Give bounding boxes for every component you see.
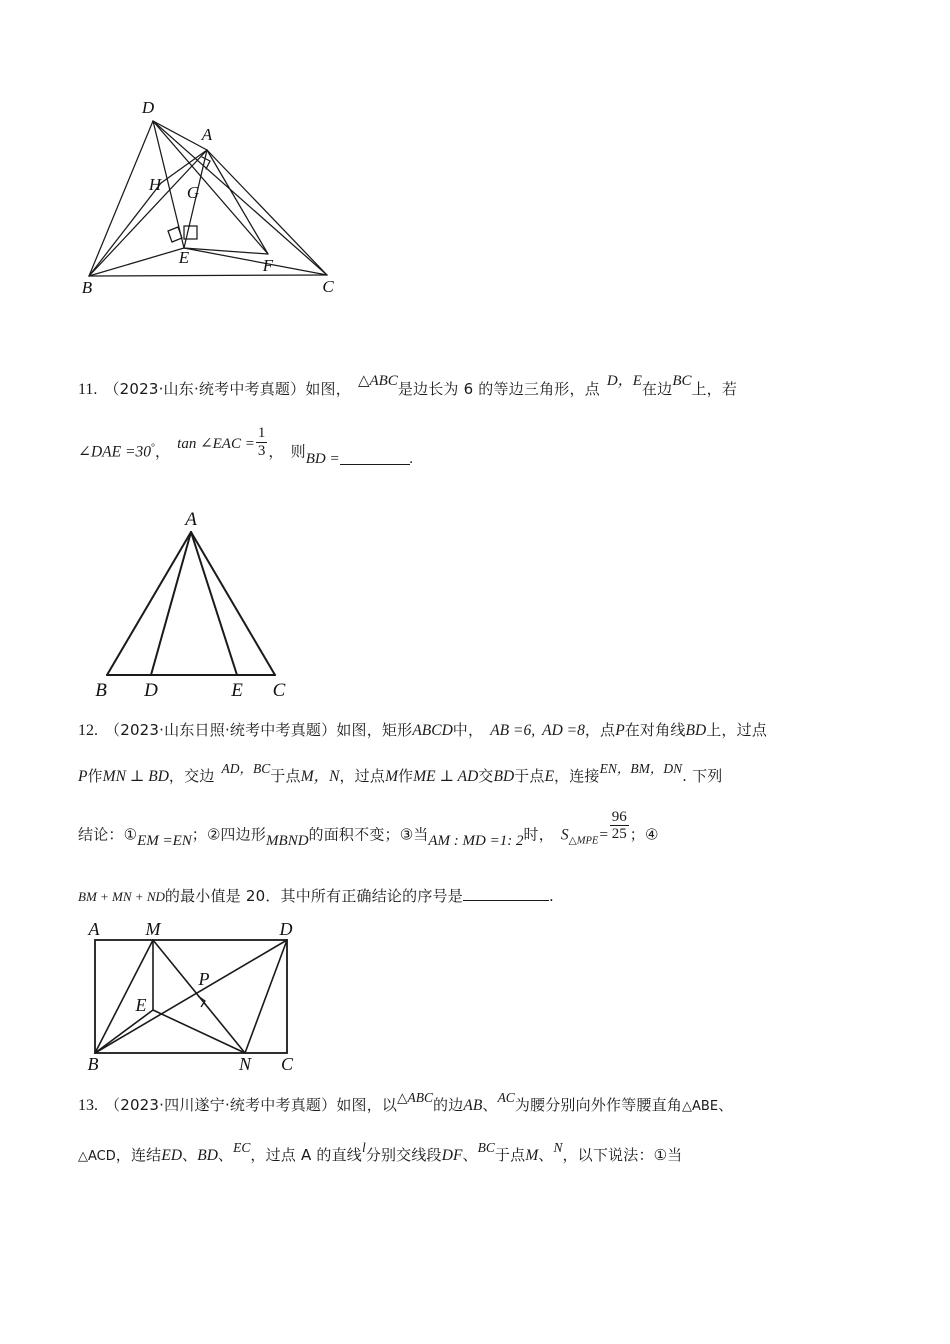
q13-l2-f: 、 [462, 1146, 478, 1164]
q13-seg-bc: BC [477, 1140, 495, 1155]
q13-seg-ec: EC [233, 1140, 251, 1155]
figure-isosceles-triangle-abdec [75, 510, 305, 700]
q12-item-1-marker: ① [123, 825, 138, 844]
question-12-line-1 [78, 723, 878, 739]
question-11-intro: 如图， [305, 380, 351, 398]
q12-l2-b: ，交边 [168, 767, 215, 785]
q12-diag-bd: BD [685, 722, 707, 739]
question-11-then: 则 [290, 442, 306, 461]
q12-l2-d: ，过点 [339, 767, 386, 785]
fig3-label-E: E [135, 995, 147, 1015]
question-11-side-bc: BC [672, 373, 692, 389]
fig1-label-B: B [81, 278, 93, 297]
q12-l3-d: 的面积不变； [308, 825, 400, 844]
q13-tri-abe: △ABE [682, 1099, 719, 1114]
fig3-label-A: A [88, 922, 100, 939]
q12-l2-p: P [78, 768, 88, 785]
fig2-label-D: D [144, 680, 158, 700]
q13-item-1-marker: ① [653, 1146, 668, 1164]
question-11-frac-numerator: 1 [257, 425, 266, 441]
q12-l3-c: 四边形 [220, 825, 267, 844]
q12-l3-f: 时， [523, 825, 554, 844]
question-11-degree: ° [150, 442, 155, 454]
figure-2-svg [75, 510, 305, 700]
q13-l2-h: 、 [538, 1146, 554, 1164]
question-11-period: . [409, 450, 414, 467]
question-12-line-2 [78, 761, 878, 785]
q12-frac-denominator: 25 [611, 826, 627, 843]
question-11-tan-expr: tan ∠EAC = [177, 435, 255, 452]
fig1-label-H: H [148, 175, 162, 194]
q12-ad-value: AD =8 [542, 722, 585, 739]
fig2-label-B: B [95, 680, 107, 700]
fig3-label-P: P [198, 969, 210, 989]
question-11-fraction [256, 426, 268, 460]
fig1-label-E: E [178, 248, 190, 267]
question-11-text-1: 是边长为 6 的等边三角形，点 [397, 380, 600, 398]
question-13-line-2 [78, 1140, 878, 1164]
question-11-text-3: 上，若 [691, 380, 738, 398]
q12-area-fraction [610, 810, 629, 844]
q12-l1-c: ，点 [584, 721, 616, 739]
q12-em-equals-en: EM =EN [137, 833, 192, 850]
q12-me-perp-ad: ME ⊥ AD [413, 768, 479, 785]
question-13-number: 13. [78, 1097, 98, 1114]
q13-l2-a: ，连结 [115, 1146, 162, 1164]
q12-segments-en-bm-dn: EN，BM，DN [599, 761, 683, 776]
q13-l2-d: ，过点 A 的直线 [250, 1146, 362, 1164]
q12-area-symbol: S [560, 826, 569, 844]
q12-l4-b: . [548, 886, 554, 905]
question-11-frac-denominator: 3 [257, 442, 266, 459]
q12-l3-a: 结论： [78, 825, 124, 844]
question-13-line-1 [78, 1090, 878, 1114]
question-11-answer-blank[interactable] [340, 453, 410, 465]
q12-point-e: E [544, 768, 555, 785]
q13-point-m: M [525, 1147, 539, 1164]
question-11-text-2: 在边 [641, 380, 673, 398]
q13-l2-j: 当 [667, 1146, 683, 1164]
fig3-label-M: M [145, 922, 161, 939]
q13-l2-i: ，以下说法： [562, 1146, 654, 1164]
q12-point-p: P [615, 722, 625, 739]
question-11-block [78, 373, 878, 500]
figure-1-svg [60, 95, 360, 305]
question-11-line-1 [78, 373, 878, 398]
question-11-number: 11. [78, 381, 98, 398]
fig2-label-A: A [185, 510, 197, 530]
fig1-label-F: F [262, 256, 274, 275]
q13-seg-df: DF [441, 1147, 463, 1164]
q12-l2-f: 交 [478, 767, 494, 785]
fig3-label-N: N [238, 1054, 252, 1072]
fig2-label-E: E [231, 680, 243, 700]
question-12-line-4 [78, 886, 878, 905]
question-12-number: 12. [78, 722, 98, 739]
question-13-block [78, 1090, 878, 1194]
fig1-label-D: D [141, 98, 155, 117]
question-11-angle-dae: ∠DAE =30 [78, 443, 151, 461]
figure-triangle-dahgefbc [60, 95, 360, 305]
fig3-label-B: B [87, 1054, 99, 1072]
q12-l2-i: . 下列 [682, 767, 723, 785]
q12-area-subscript: △MPE [568, 835, 599, 847]
q12-mn-perp-bd: MN ⊥ BD [102, 768, 169, 785]
q13-l1-d: 为腰分别向外作等腰直角 [514, 1096, 683, 1114]
fig1-label-C: C [322, 277, 334, 296]
question-12-source: （2023·山东日照·统考中考真题） [105, 721, 337, 739]
q12-l3-e: 当 [413, 825, 429, 844]
q12-l1-b: 中， [452, 721, 484, 739]
q12-l2-e: 作 [397, 767, 414, 785]
q12-sides-ad-bc: AD，BC [221, 761, 271, 776]
figure-rectangle-abcd-mnpe [75, 922, 315, 1072]
question-11-comma-2: ， [268, 442, 284, 461]
q12-l2-a: 作 [87, 767, 103, 785]
q12-item-3-marker: ③ [399, 825, 414, 844]
q12-point-m: M [385, 768, 398, 785]
fig1-label-A: A [201, 125, 213, 144]
q13-l1-a: 如图，以 [336, 1096, 398, 1114]
question-12-answer-blank[interactable] [463, 889, 549, 901]
q13-l2-b: 、 [182, 1146, 198, 1164]
q12-points-mn: M，N [300, 768, 340, 785]
q12-l1-a: 如图，矩形 [336, 721, 413, 739]
q13-tri-abc: △ABC [397, 1090, 434, 1105]
q12-area-equals: = [598, 826, 609, 844]
q12-l4-a: 的最小值是 20．其中所有正确结论的序号是 [164, 886, 463, 905]
q12-expr-bm-mn-nd: BM + MN + ND [78, 888, 165, 904]
fig3-label-D: D [279, 922, 293, 939]
q13-l2-g: 于点 [494, 1146, 526, 1164]
question-11-answer-var: BD = [305, 450, 340, 467]
figure-3-svg [75, 922, 315, 1072]
q12-l1-e: 上，过点 [706, 721, 768, 739]
q13-seg-ed: ED [161, 1147, 183, 1164]
question-11-source: （2023·山东·统考中考真题） [104, 380, 306, 398]
q12-abcd: ABCD [412, 722, 453, 739]
q12-quad-mbnd: MBND [266, 833, 309, 850]
q13-l1-b: 的边 [433, 1096, 464, 1114]
q12-frac-numerator: 96 [611, 808, 627, 825]
q12-l2-c: 于点 [270, 767, 301, 785]
q13-l2-e: 分别交线段 [365, 1146, 442, 1164]
q12-l2-g: 于点 [514, 767, 545, 785]
q13-seg-bd: BD [197, 1147, 218, 1164]
q12-l3-b: ； [191, 825, 207, 844]
q13-l2-c: 、 [217, 1146, 234, 1164]
question-12-line-3 [78, 808, 878, 853]
fig1-label-G: G [186, 183, 200, 202]
question-12-block [78, 723, 878, 934]
fig2-label-C: C [272, 680, 286, 700]
q12-item-4-marker: ④ [644, 825, 659, 844]
question-11-tri-abc: △ABC [357, 373, 398, 389]
q13-point-n: N [553, 1140, 563, 1155]
q13-line-l: l [361, 1140, 366, 1155]
fig3-label-C: C [280, 1054, 294, 1072]
q12-l3-g: ； [629, 825, 645, 844]
question-11-comma-1: ， [154, 442, 171, 461]
question-13-source: （2023·四川遂宁·统考中考真题） [105, 1096, 337, 1114]
question-11-line-2 [78, 425, 878, 470]
q13-l1-c: 、 [482, 1096, 498, 1114]
q12-item-2-marker: ② [206, 825, 221, 844]
q12-l2-bd: BD [493, 768, 515, 785]
q13-tri-acd: △ACD [78, 1149, 116, 1164]
q12-ab-value: AB =6, [490, 722, 536, 739]
q13-side-ac: AC [497, 1090, 515, 1105]
q13-l1-e: 、 [718, 1096, 734, 1114]
q13-side-ab: AB [463, 1097, 483, 1114]
q12-ratio-am-md: AM : MD =1: 2 [428, 833, 524, 850]
q12-l1-d: 在对角线 [624, 721, 686, 739]
question-11-points-de: D，E [606, 373, 642, 389]
q12-l2-h: ，连接 [554, 767, 600, 785]
